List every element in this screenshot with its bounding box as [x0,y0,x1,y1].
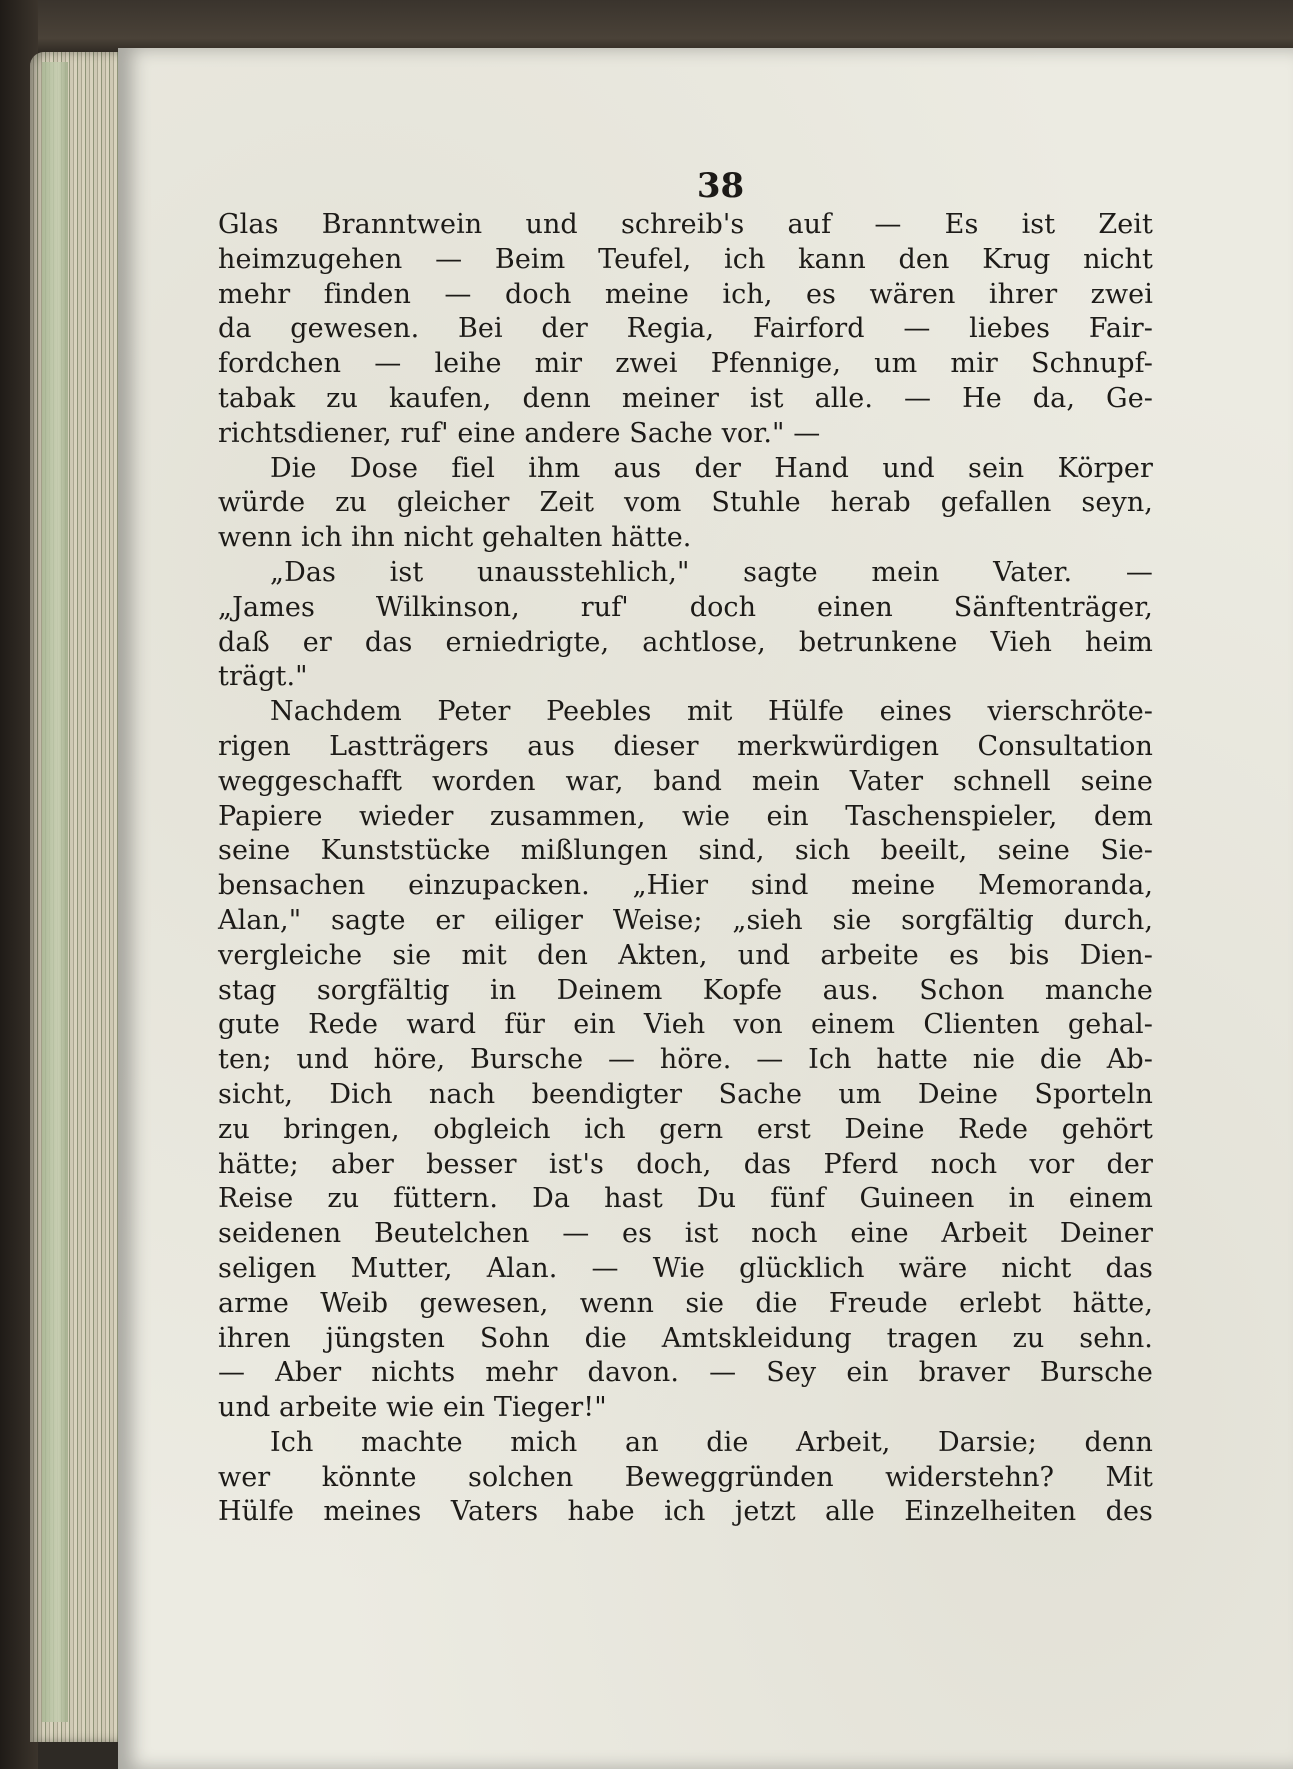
page-number: 38 [696,166,745,206]
text-line: stag sorgfältig in Deinem Kopfe aus. Schon manche [218,974,1153,1006]
text-line: wer könnte solchen Beweggründen widerstehn? Mit [218,1461,1153,1493]
text-line: Die Dose fiel ihm aus der Hand und sein Körper [270,452,1153,484]
text-line: weggeschafft worden war, band mein Vater schnell seine [218,765,1153,797]
text-line: Nachdem Peter Peebles mit Hülfe eines vierschröte- [270,696,1153,728]
text-line: vergleiche sie mit den Akten, und arbeite es bis Dien- [218,939,1153,971]
text-line: Glas Branntwein und schreib's auf — Es ist Zeit [218,209,1153,240]
text-line: seidenen Beutelchen — es ist noch eine Arbeit Deiner [218,1218,1153,1250]
text-line: seine Kunststücke mißlungen sind, sich beeilt, seine Sie- [218,835,1153,867]
text-line: „Das ist unausstehlich," sagte mein Vater. — [270,556,1153,588]
text-line: fordchen — leihe mir zwei Pfennige, um mir Schnupf- [218,348,1153,380]
text-line: daß er das erniedrigte, achtlose, betrunkene Vieh heim [218,626,1153,658]
text-line: Reise zu füttern. Da hast Du fünf Guineen in einem [218,1183,1153,1215]
text-line: ten; und höre, Bursche — höre. — Ich hatte nie die Ab- [218,1044,1153,1076]
text-line: seligen Mutter, Alan. — Wie glücklich wäre nicht das [218,1252,1153,1284]
text-line: sicht, Dich nach beendigter Sache um Deine Sporteln [218,1078,1153,1110]
text-line: Hülfe meines Vaters habe ich jetzt alle Einzelheiten des [218,1496,1153,1528]
text-line: „James Wilkinson, ruf' doch einen Sänftenträger, [218,591,1153,623]
text-line: bensachen einzupacken. „Hier sind meine Memoranda, [218,870,1153,902]
page-edge-tint [42,62,68,1722]
text-line: rigen Lastträgers aus dieser merkwürdigen Consultation [218,730,1153,762]
text-line: arme Weib gewesen, wenn sie die Freude erlebt hätte, [218,1287,1153,1319]
text-line: hätte; aber besser ist's doch, das Pferd noch vor der [218,1148,1153,1180]
text-line: und arbeite wie ein Tieger!" [218,1392,607,1424]
text-line: gute Rede ward für ein Vieh von einem Clienten gehal- [218,1009,1153,1041]
text-line: trägt." [218,661,308,693]
text-line: würde zu gleicher Zeit vom Stuhle herab gefallen seyn, [218,487,1153,519]
text-line: da gewesen. Bei der Regia, Fairford — liebes Fair- [218,313,1153,345]
text-line: ihren jüngsten Sohn die Amtskleidung tragen zu sehn. [218,1322,1153,1354]
text-line: Alan," sagte er eiliger Weise; „sieh sie sorgfältig durch, [218,904,1153,936]
page-text [218,208,1153,1530]
text-line: Ich machte mich an die Arbeit, Darsie; denn [270,1426,1153,1458]
text-line: — Aber nichts mehr davon. — Sey ein braver Bursche [218,1357,1153,1389]
text-line: richtsdiener, ruf' eine andere Sache vor." — [218,417,821,449]
text-line: mehr finden — doch meine ich, es wären ihrer zwei [218,278,1153,310]
text-line: zu bringen, obgleich ich gern erst Deine Rede gehört [218,1113,1153,1145]
text-line: Papiere wieder zusammen, wie ein Taschenspieler, dem [218,800,1153,832]
text-line: wenn ich ihn nicht gehalten hätte. [218,522,692,554]
book-cover-top [0,0,1293,55]
text-line: tabak zu kaufen, denn meiner ist alle. — He da, Ge- [218,382,1153,414]
text-line: heimzugehen — Beim Teufel, ich kann den Krug nicht [218,243,1153,275]
